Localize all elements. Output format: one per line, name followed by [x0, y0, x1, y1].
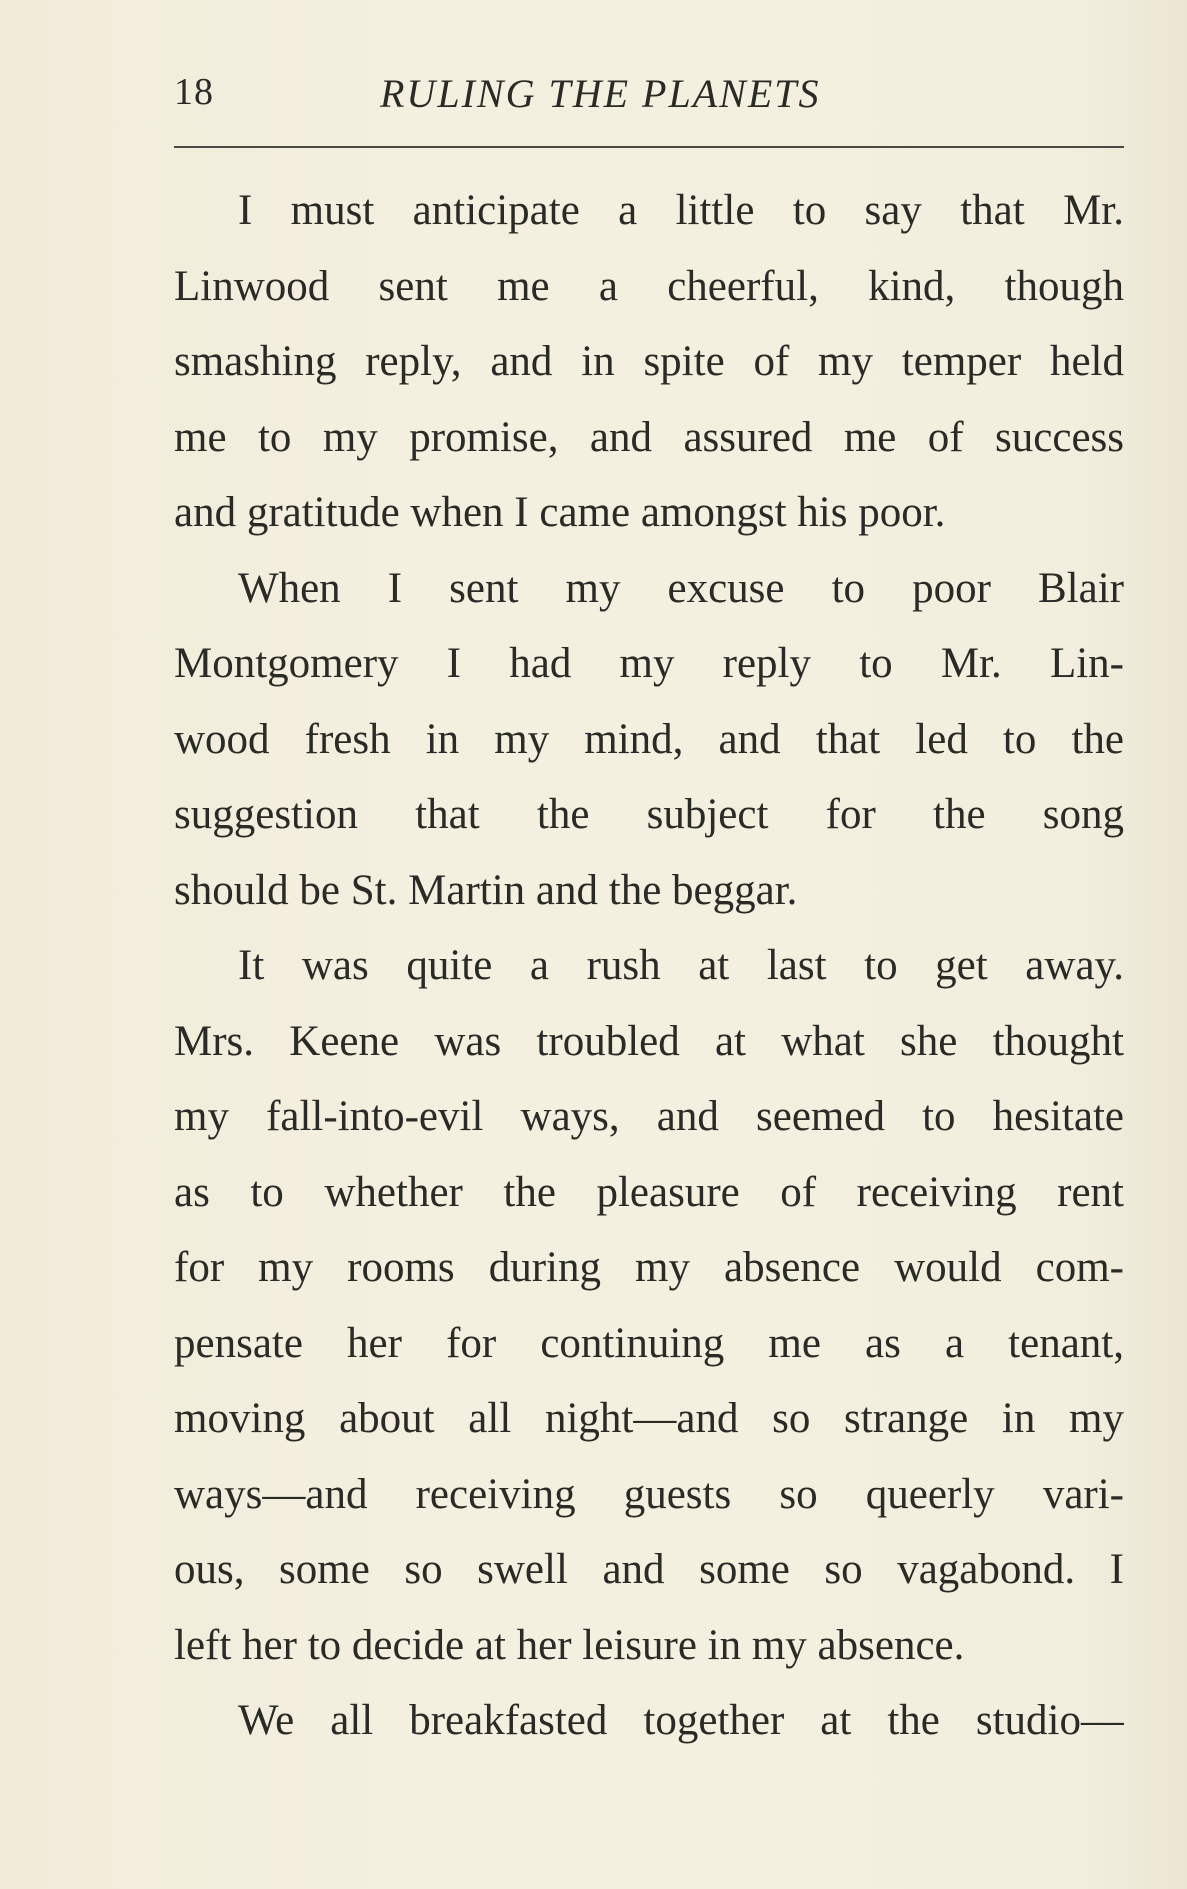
- text-line: Montgomery I had my reply to Mr. Lin-: [174, 640, 1124, 687]
- text-line: and gratitude when I came amongst his poor.: [174, 489, 946, 536]
- text-line: suggestion that the subject for the song: [174, 791, 1124, 838]
- header-rule: [174, 146, 1124, 148]
- text-line: It was quite a rush at last to get away.: [238, 942, 1124, 989]
- text-line: ways—and receiving guests so queerly vari-: [174, 1470, 1124, 1518]
- text-line: as to whether the pleasure of receiving rent: [174, 1168, 1124, 1216]
- text-line: I must anticipate a little to say that Mr.: [238, 187, 1124, 234]
- text-line: smashing reply, and in spite of my temper held: [174, 338, 1124, 385]
- text-line: Linwood sent me a cheerful, kind, though: [174, 262, 1124, 310]
- running-header: [174, 70, 1124, 120]
- text-line: pensate her for continuing me as a tenant,: [174, 1319, 1124, 1367]
- text-line: wood fresh in my mind, and that led to the: [174, 715, 1124, 763]
- text-line: ous, some so swell and some so vagabond. I: [174, 1546, 1124, 1593]
- text-line: Mrs. Keene was troubled at what she thought: [174, 1017, 1124, 1065]
- text-line: should be St. Martin and the beggar.: [174, 866, 798, 914]
- text-line: me to my promise, and assured me of success: [174, 413, 1124, 461]
- page-number: 18: [174, 71, 214, 113]
- text-line: moving about all night—and so strange in my: [174, 1395, 1124, 1442]
- running-title: RULING THE PLANETS: [380, 71, 821, 116]
- text-line: We all breakfasted together at the studio—: [238, 1697, 1124, 1744]
- text-line: When I sent my excuse to poor Blair: [238, 564, 1124, 612]
- body-text: [174, 186, 1124, 1772]
- text-line: for my rooms during my absence would com-: [174, 1244, 1124, 1291]
- text-line: my fall-into-evil ways, and seemed to hesitate: [174, 1093, 1124, 1140]
- text-line: left her to decide at her leisure in my absence.: [174, 1621, 965, 1669]
